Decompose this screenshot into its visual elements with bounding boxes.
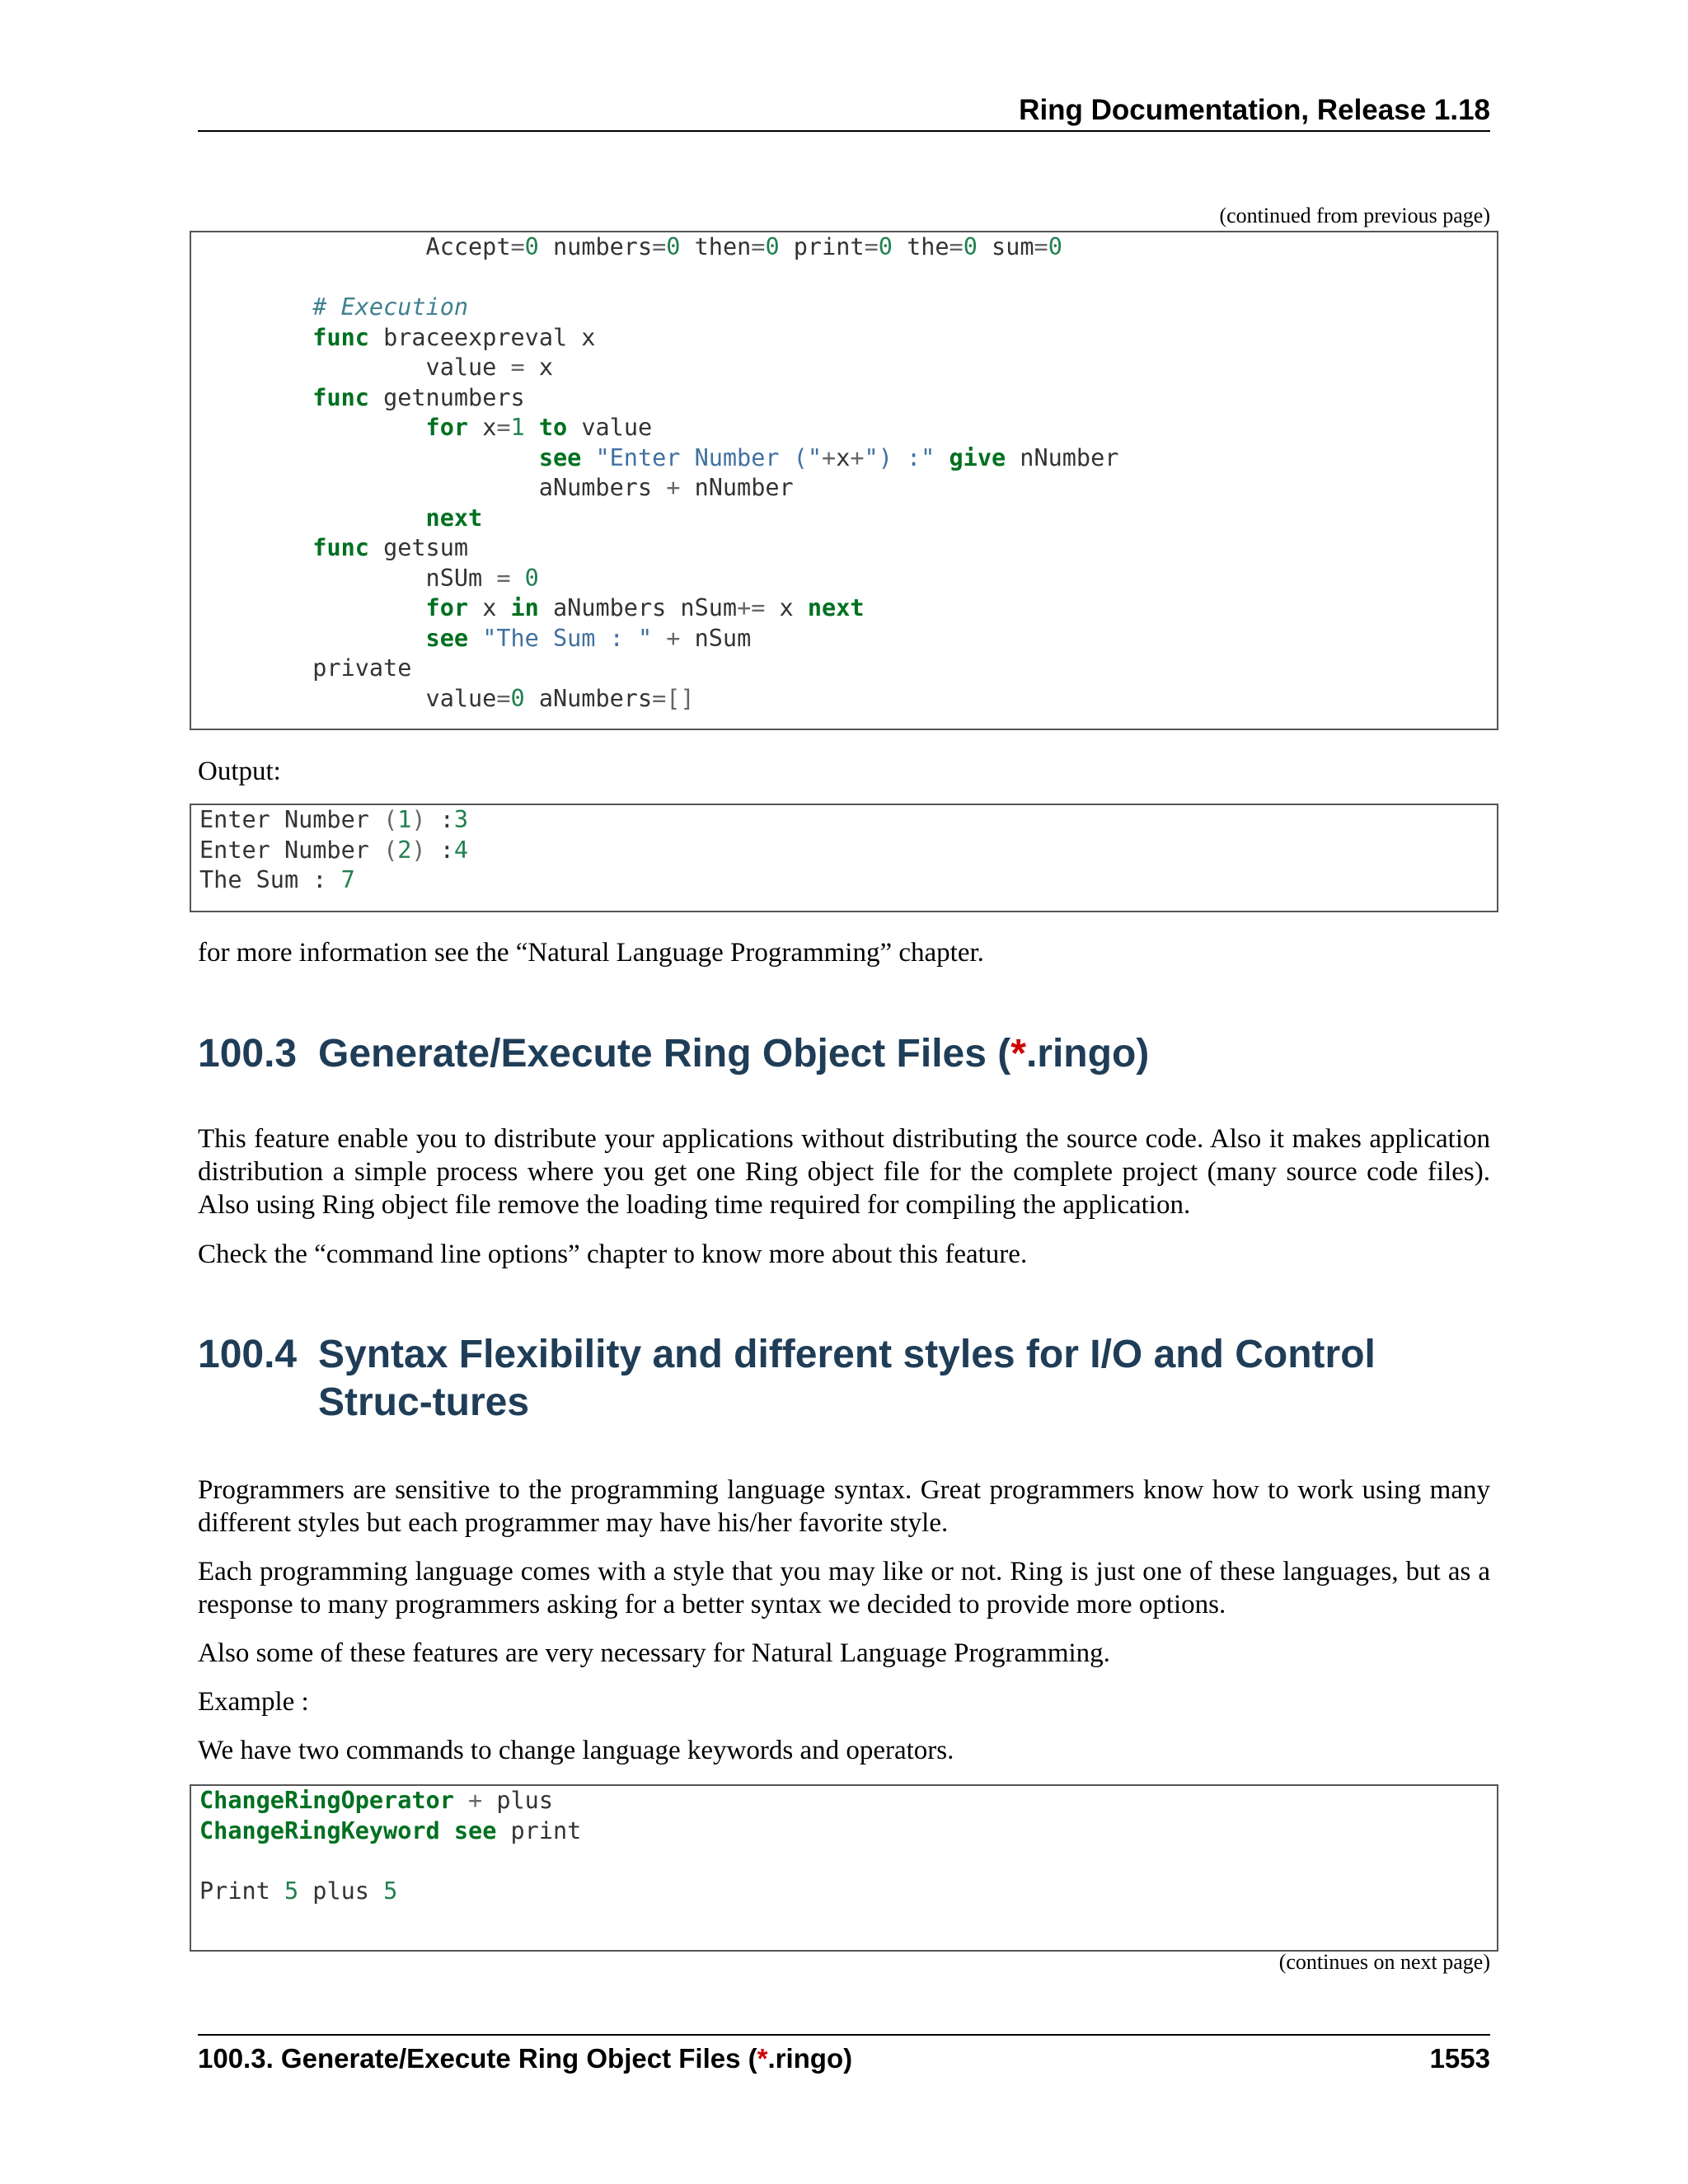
code-token: value <box>199 354 511 381</box>
code-token: ChangeRingOperator <box>199 1787 454 1814</box>
section-4-paragraph-1: Programmers are sensitive to the programming language syntax. Great programmers know how to work using many different styles but each programmer may have his/her favorite style. <box>198 1475 1490 1538</box>
code-token: ) <box>411 806 426 833</box>
code-line <box>199 836 1497 866</box>
code-token <box>199 594 426 621</box>
code-token: x <box>765 594 808 621</box>
footer-title-end: .ringo) <box>767 2043 853 2074</box>
code-token: 0 <box>878 233 893 260</box>
section-4-paragraph-2: Each programming language comes with a style that you may like or not. Ring is just one of these languages, but as a response to many programmers asking for a better syntax we decided to provide more options. <box>198 1557 1490 1619</box>
running-header: Ring Documentation, Release 1.18 <box>1019 94 1490 126</box>
code-block-execution <box>190 231 1498 730</box>
code-token: 3 <box>453 806 469 833</box>
code-token: 0 <box>524 564 539 592</box>
code-token: 0 <box>666 233 681 260</box>
code-line <box>199 323 1497 354</box>
code-line <box>199 654 1497 684</box>
code-token: Enter Number <box>199 806 384 833</box>
code-token: 5 <box>383 1877 398 1905</box>
code-token: += <box>737 594 766 621</box>
code-line <box>199 1906 1497 1937</box>
code-token: = <box>496 414 511 441</box>
code-line <box>199 504 1497 534</box>
code-token: = <box>496 564 511 592</box>
section-4-paragraph-5: We have two commands to change language keywords and operators. <box>198 1736 954 1765</box>
code-token: x <box>524 354 553 381</box>
code-token: = <box>652 233 667 260</box>
section-number: 100.3 <box>198 1032 298 1076</box>
code-line <box>199 1846 1497 1877</box>
code-token <box>525 414 539 441</box>
code-token: 5 <box>284 1877 299 1905</box>
section-4-paragraph-3: Also some of these features are very necessary for Natural Language Programming. <box>198 1638 1110 1668</box>
code-token: = <box>949 233 964 260</box>
code-token <box>468 625 482 652</box>
section-4-paragraph-4: Example : <box>198 1687 309 1717</box>
code-token: private <box>199 654 412 682</box>
footer-title-start: 100.3. Generate/Execute Ring Object Files ( <box>198 2043 757 2074</box>
code-lines <box>191 232 1497 714</box>
code-token: 1 <box>397 806 412 833</box>
code-token <box>454 1787 468 1814</box>
footer-section-title <box>198 2041 852 2077</box>
code-token: numbers <box>538 233 653 260</box>
code-token: x <box>836 443 851 471</box>
code-token <box>199 324 312 351</box>
output-lines <box>191 805 1497 896</box>
code-token: see <box>538 443 582 471</box>
code-token: = <box>751 233 766 260</box>
continues-note: (continues on next page) <box>1278 1950 1490 1974</box>
code-token: print <box>779 233 865 260</box>
code-token: ") :" <box>864 443 935 471</box>
code-token: "The Sum : " <box>482 624 653 652</box>
code-token: ( <box>383 836 398 864</box>
code-token: in <box>510 594 539 621</box>
code-token: func <box>312 323 369 351</box>
code-token: for <box>425 594 469 621</box>
code-token: nNumber <box>1006 443 1119 471</box>
code-block-output <box>190 804 1498 912</box>
code-token: : <box>425 806 454 833</box>
code-token <box>935 444 949 471</box>
code-token: getnumbers <box>368 383 525 411</box>
code-token: = <box>496 684 511 712</box>
code-token: to <box>538 414 568 441</box>
code-token: 1 <box>510 414 525 441</box>
code-lines <box>191 1786 1497 1937</box>
code-line <box>199 1816 1497 1847</box>
code-line <box>199 533 1497 564</box>
code-token: for <box>425 414 469 441</box>
code-token: Accept <box>199 233 511 260</box>
code-token: sum <box>977 233 1034 260</box>
code-token: ) <box>411 836 426 864</box>
code-token: 0 <box>963 233 978 260</box>
code-token: =[] <box>652 684 695 712</box>
code-line <box>199 593 1497 624</box>
code-token: ( <box>383 806 398 833</box>
code-token <box>199 444 539 471</box>
section-title: Syntax Flexibility and different styles for I/O and Control Struc-tures <box>318 1333 1376 1424</box>
code-token: see <box>453 1816 497 1844</box>
section-title-star: * <box>1010 1032 1026 1076</box>
code-token: func <box>312 383 369 411</box>
code-token <box>581 444 595 471</box>
code-token: 0 <box>524 233 539 260</box>
code-token <box>440 1817 454 1844</box>
more-info-text: for more information see the “Natural Language Programming” chapter. <box>198 938 984 968</box>
section-3-paragraph-1: This feature enable you to distribute your applications without distributing the source code. Also it makes application distribution a simple process where you get one Ring object file for the complete project (many source code files). Also using Ring object file remove the loading time required for compiling the application. <box>198 1124 1490 1220</box>
code-token: + <box>822 443 837 471</box>
code-token <box>199 293 312 321</box>
code-line <box>199 263 1497 293</box>
footer-title-star: * <box>757 2043 768 2074</box>
code-token: print <box>496 1816 582 1844</box>
code-token: nSum <box>680 624 752 652</box>
code-token: Enter Number <box>199 836 384 864</box>
code-line <box>199 383 1497 414</box>
code-token: value <box>199 684 497 712</box>
code-token: : <box>425 836 454 864</box>
code-line <box>199 684 1497 715</box>
code-token: func <box>312 534 369 561</box>
code-token: + <box>850 443 865 471</box>
code-token: 0 <box>765 233 780 260</box>
code-token: braceexpreval x <box>368 323 596 351</box>
section-heading-100-4 <box>198 1331 1490 1427</box>
code-line <box>199 1877 1497 1907</box>
code-token: then <box>680 233 752 260</box>
continued-note: (continued from previous page) <box>1219 204 1490 227</box>
code-token: nNumber <box>680 474 794 501</box>
footer-rule <box>198 2034 1490 2036</box>
code-token <box>199 384 312 411</box>
code-token: Print <box>199 1877 284 1905</box>
code-token: 7 <box>340 866 355 893</box>
code-token: give <box>949 443 1006 471</box>
code-token <box>199 534 312 561</box>
section-heading-100-3 <box>198 1030 1490 1078</box>
header-rule <box>198 130 1490 132</box>
code-token: 0 <box>1048 233 1062 260</box>
code-token: # Execution <box>312 293 469 321</box>
code-token: x <box>468 594 511 621</box>
code-token: = <box>1034 233 1048 260</box>
code-token: + <box>666 624 681 652</box>
code-token <box>199 625 426 652</box>
code-line <box>199 443 1497 474</box>
code-token: = <box>510 354 525 381</box>
code-token: nSUm <box>199 564 497 592</box>
code-token: + <box>468 1787 483 1814</box>
code-token <box>199 414 426 441</box>
code-token: = <box>864 233 879 260</box>
section-number: 100.4 <box>198 1333 298 1376</box>
code-line <box>199 293 1497 323</box>
code-token: aNumbers <box>199 474 667 501</box>
code-token: x <box>468 414 497 441</box>
code-token: aNumbers <box>524 684 653 712</box>
code-line <box>199 564 1497 594</box>
code-token: the <box>892 233 950 260</box>
code-token: plus <box>482 1787 553 1814</box>
section-title-start: Generate/Execute Ring Object Files ( <box>318 1032 1011 1076</box>
code-token: 4 <box>453 836 469 864</box>
code-line <box>199 473 1497 504</box>
code-token: next <box>807 594 865 621</box>
code-token: next <box>425 504 483 532</box>
code-token: ChangeRingKeyword <box>199 1816 440 1844</box>
code-token: getsum <box>368 534 469 561</box>
code-token: plus <box>298 1877 384 1905</box>
output-label: Output: <box>198 757 281 786</box>
code-token: see <box>425 624 469 652</box>
code-line <box>199 1786 1497 1816</box>
code-token: = <box>510 233 525 260</box>
code-token: value <box>567 414 653 441</box>
code-line <box>199 232 1497 263</box>
code-line <box>199 624 1497 654</box>
code-token: + <box>666 474 681 501</box>
code-token: 0 <box>510 684 525 712</box>
section-3-paragraph-2: Check the “command line options” chapter to know more about this feature. <box>198 1240 1028 1269</box>
code-line <box>199 805 1497 836</box>
code-token <box>652 625 666 652</box>
code-token <box>199 504 426 532</box>
code-token <box>511 565 525 592</box>
code-line <box>199 413 1497 443</box>
code-token: 2 <box>397 836 412 864</box>
code-token: "Enter Number (" <box>595 443 823 471</box>
code-line <box>199 353 1497 383</box>
code-token: The Sum : <box>199 866 341 893</box>
code-block-change-keywords <box>190 1784 1498 1952</box>
code-token: aNumbers nSum <box>538 594 738 621</box>
code-line <box>199 865 1497 896</box>
page-number: 1553 <box>1429 2043 1490 2074</box>
section-title-end: .ringo) <box>1025 1032 1150 1076</box>
